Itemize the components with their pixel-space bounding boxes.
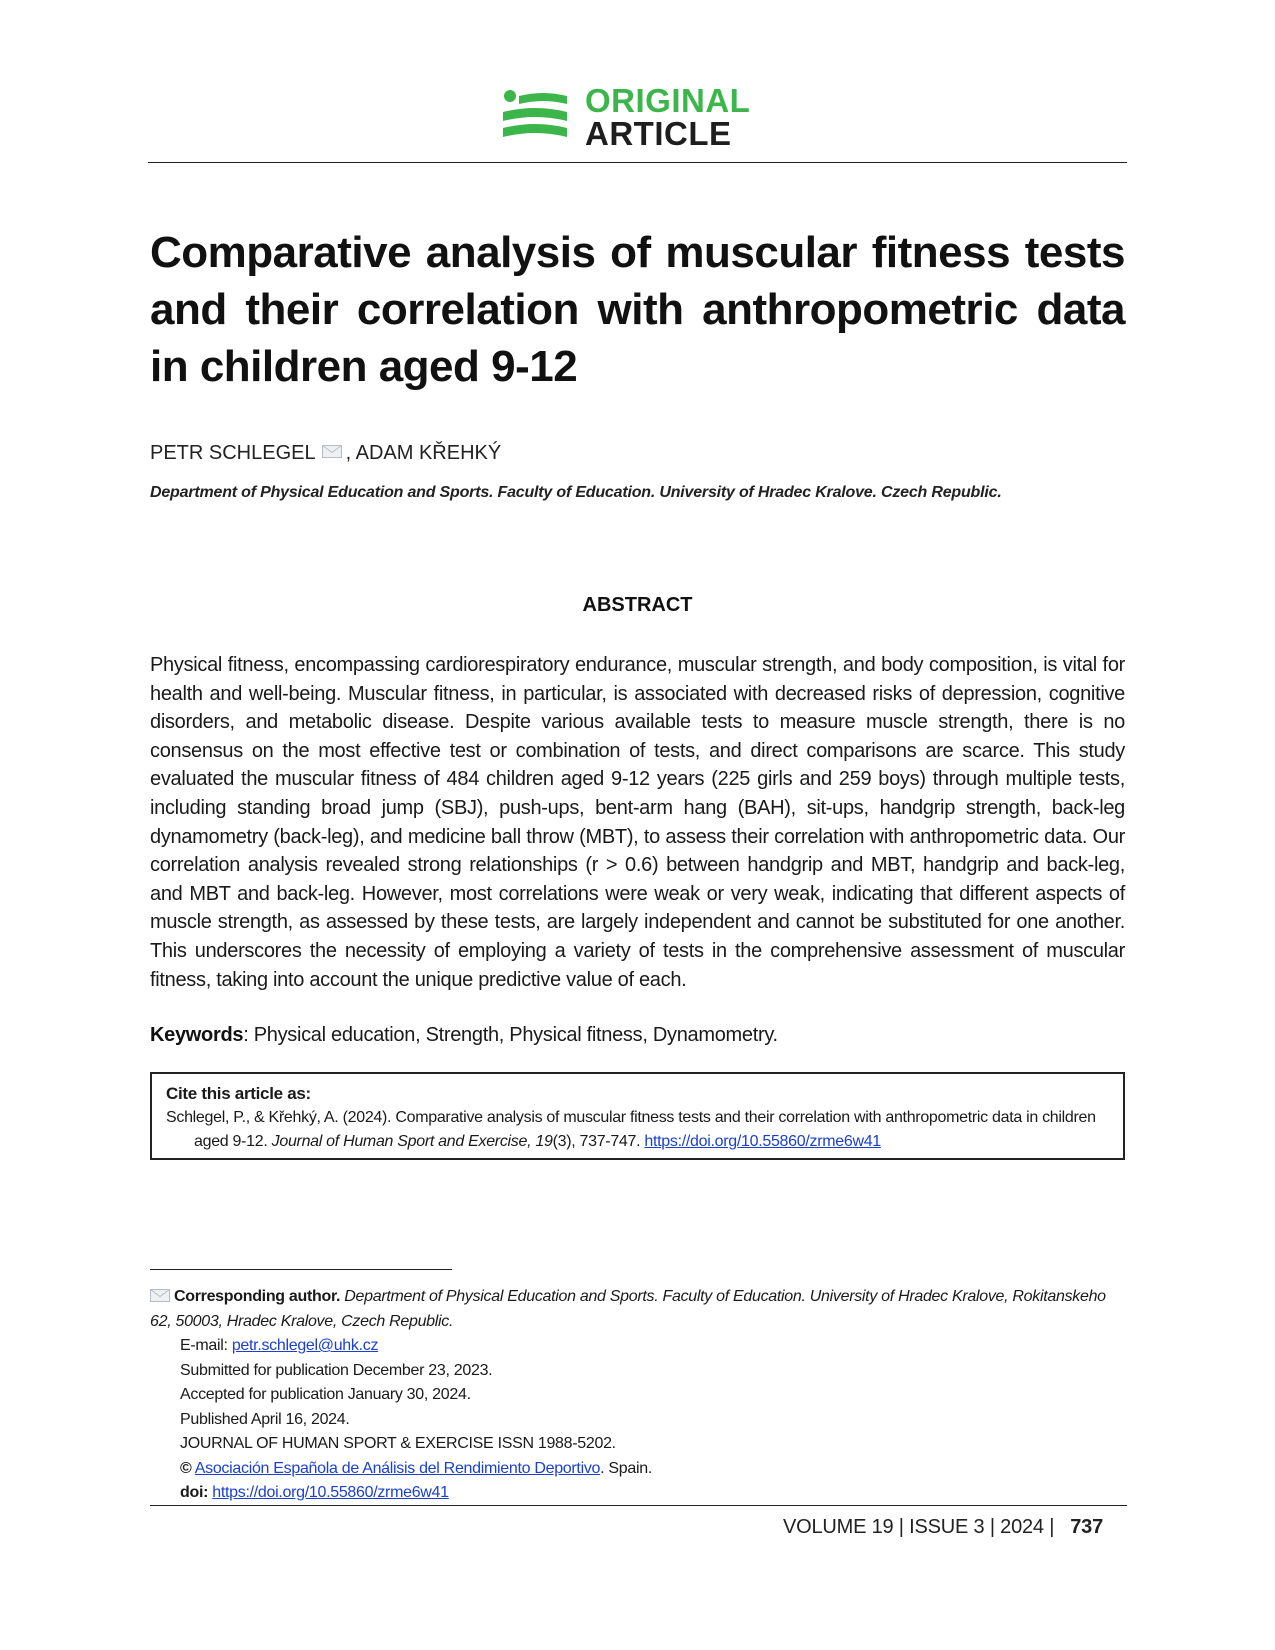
- abstract-text: Physical fitness, encompassing cardiorespiratory endurance, muscular strength, and body composition, is vital for health and well-being. Muscular fitness, in particular, is associated with decreased risks of depression, cognitive disorders, and metabolic disease. Despite various available tests to measure muscle strength, there is no consensus on the most effective test or combination of tests, and direct comparisons are scarce. This study evaluated the muscular fitness of 484 children aged 9-12 years (225 girls and 259 boys) through multiple tests, including standing broad jump (SBJ), push-ups, bent-arm hang (BAH), sit-ups, handgrip strength, back-leg dynamometry (back-leg), and medicine ball throw (MBT), to assess their correlation with anthropometric data. Our correlation analysis revealed strong relationships (r > 0.6) between handgrip and MBT, handgrip and back-leg, and MBT and back-leg. However, most correlations were weak or very weak, indicating that different aspects of muscle strength, as assessed by these tests, are largely independent and cannot be substituted for one another. This underscores the necessity of employing a variety of tests in the comprehensive assessment of muscular fitness, taking into account the unique predictive value of each.: [150, 654, 1125, 991]
- footer-divider: [150, 1505, 1127, 1506]
- envelope-icon: [150, 1289, 170, 1302]
- author-schlegel: PETR SCHLEGEL: [150, 442, 316, 464]
- corresponding-author-address: Department of Physical Education and Sports. Faculty of Education. University of Hradec Kralove, Rokitanskeho 62, 50003, Hradec Kralove, Czech Republic.: [150, 1288, 1106, 1330]
- keywords: [150, 1024, 778, 1047]
- affiliation: Department of Physical Education and Sports. Faculty of Education. University of Hradec Kralove. Czech Republic.: [150, 484, 1002, 501]
- citation-box: [150, 1072, 1125, 1160]
- doi-line: [150, 1481, 1125, 1506]
- article-title: Comparative analysis of muscular fitness tests and their correlation with anthropometric data in children aged 9-12: [150, 228, 1125, 391]
- email-label: E-mail:: [180, 1337, 232, 1354]
- volume-info: VOLUME 19 | ISSUE 3 | 2024 |: [782, 1516, 1055, 1538]
- citation-issue: (3), 737-747.: [552, 1133, 645, 1150]
- publisher-link[interactable]: Asociación Española de Análisis del Rendimiento Deportivo: [194, 1459, 601, 1477]
- page-footer: [783, 1516, 1103, 1539]
- original-article-logo: [503, 84, 793, 150]
- citation-label: Cite this article as:: [166, 1084, 311, 1103]
- logo-line-original: ORIGINAL: [585, 82, 751, 119]
- logo-text: [585, 84, 750, 150]
- page-number: 737: [1070, 1516, 1103, 1538]
- published-date: Published April 16, 2024.: [180, 1410, 350, 1428]
- accepted-date: Accepted for publication January 30, 2024.: [180, 1386, 471, 1403]
- footnote: [150, 1285, 1125, 1506]
- citation-reference: [166, 1106, 1109, 1154]
- footnote-divider: [150, 1269, 452, 1270]
- keywords-label: Keywords: [150, 1024, 244, 1046]
- email-line: [150, 1334, 1125, 1359]
- logo-stripes-icon: [503, 90, 567, 146]
- citation-journal: Journal of Human Sport and Exercise, 19: [271, 1133, 553, 1150]
- copyright-line: [150, 1457, 1125, 1482]
- submitted-date: Submitted for publication December 23, 2023.: [180, 1361, 493, 1379]
- corresponding-author-line: [150, 1285, 1125, 1334]
- author-krehky: ADAM KŘEHKÝ: [355, 442, 502, 464]
- corresponding-author-label: Corresponding author.: [174, 1288, 341, 1305]
- citation-doi-link[interactable]: https://doi.org/10.55860/zrme6w41: [644, 1133, 881, 1150]
- author-line: [150, 442, 501, 465]
- journal-issn: JOURNAL OF HUMAN SPORT & EXERCISE ISSN 1988-5202.: [180, 1435, 616, 1452]
- header-divider: [148, 162, 1127, 163]
- doi-link[interactable]: https://doi.org/10.55860/zrme6w41: [212, 1484, 449, 1501]
- abstract-heading: ABSTRACT: [582, 594, 693, 616]
- publisher-suffix: . Spain.: [600, 1459, 652, 1477]
- email-link[interactable]: petr.schlegel@uhk.cz: [231, 1337, 379, 1354]
- keywords-list: : Physical education, Strength, Physical fitness, Dynamometry.: [243, 1024, 778, 1046]
- copyright-symbol: ©: [180, 1459, 192, 1477]
- doi-label: doi:: [180, 1484, 213, 1501]
- envelope-icon[interactable]: [322, 445, 342, 458]
- author-separator: ,: [345, 442, 356, 464]
- citation-text: Schlegel, P., & Křehký, A. (2024). Comparative analysis of muscular fitness tests and their correlation with anthropometric data in children aged 9-12.: [166, 1109, 1096, 1150]
- logo-line-article: ARTICLE: [585, 115, 732, 152]
